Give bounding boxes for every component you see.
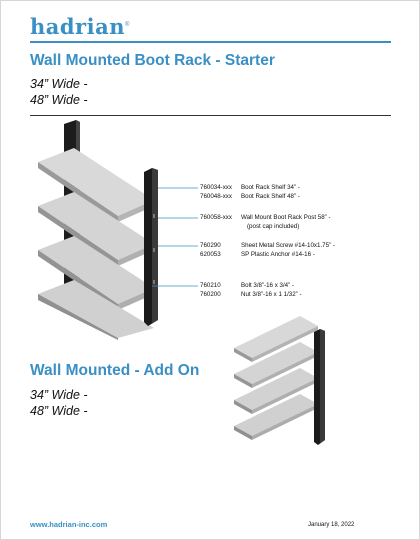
callout-post: 760058-xxx Wall Mount Boot Rack Post 58” - (post cap included) <box>200 214 331 230</box>
callout-screws: 760290 Sheet Metal Screw #14-10x1.75” - 620053 SP Plastic Anchor #14-16 - <box>200 242 335 258</box>
addon-title: Wall Mounted - Add On <box>30 362 200 379</box>
header-rule <box>30 41 391 43</box>
callout-leaders <box>150 180 200 300</box>
hadrian-logo: hadrian® <box>30 14 130 39</box>
starter-title: Wall Mounted Boot Rack - Starter <box>30 52 275 69</box>
footer-date: January 18, 2022 <box>308 522 355 528</box>
starter-size-34: 34” Wide - <box>30 77 88 91</box>
addon-size-34: 34” Wide - <box>30 388 88 402</box>
footer-website-link[interactable]: www.hadrian-inc.com <box>30 520 108 529</box>
addon-rack-illustration <box>232 312 332 452</box>
section-divider <box>30 115 391 116</box>
callout-shelves: 760034-xxx Boot Rack Shelf 34” - 760048-xxx Boot Rack Shelf 48” - <box>200 184 300 200</box>
starter-size-48: 48” Wide - <box>30 93 88 107</box>
callout-bolts: 760210 Bolt 3/8”-16 x 3/4” - 760200 Nut 3/8”-16 x 1 1/32” - <box>200 282 302 298</box>
addon-size-48: 48” Wide - <box>30 404 88 418</box>
